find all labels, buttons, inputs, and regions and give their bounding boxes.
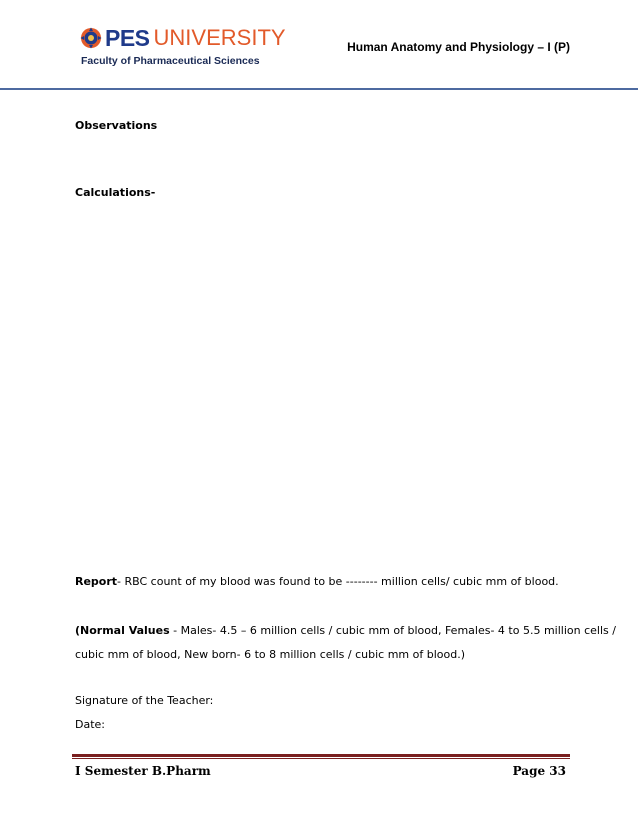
- university-logo: [80, 26, 286, 50]
- normal-values-line-2: cubic mm of blood, New born- 6 to 8 million cells / cubic mm of blood.): [75, 648, 465, 661]
- logo-university-text: UNIVERSITY: [153, 25, 286, 50]
- report-label: Report: [75, 575, 118, 588]
- normal-values-label: (Normal Values: [75, 624, 170, 637]
- observations-heading: Observations: [75, 119, 158, 132]
- header-divider: [0, 88, 638, 90]
- normal-values-line-1: [75, 624, 616, 637]
- footer-page-number: Page 33: [512, 764, 566, 778]
- report-text: - RBC count of my blood was found to be -------- million cells/ cubic mm of blood.: [117, 575, 559, 588]
- faculty-name: Faculty of Pharmaceutical Sciences: [81, 55, 260, 67]
- normal-values-text-1: - Males- 4.5 – 6 million cells / cubic mm of blood, Females- 4 to 5.5 million cells /: [169, 624, 616, 637]
- logo-brand-text: PES: [105, 25, 150, 51]
- footer-semester: I Semester B.Pharm: [75, 764, 211, 778]
- course-title: Human Anatomy and Physiology – I (P): [347, 40, 570, 54]
- report-paragraph: [75, 575, 559, 588]
- teacher-signature-label: Signature of the Teacher:: [75, 694, 214, 707]
- footer-divider-thin: [72, 758, 570, 759]
- pes-emblem-icon: [80, 27, 102, 49]
- date-label: Date:: [75, 718, 105, 731]
- footer-divider: [72, 754, 570, 757]
- calculations-heading: Calculations-: [75, 186, 156, 199]
